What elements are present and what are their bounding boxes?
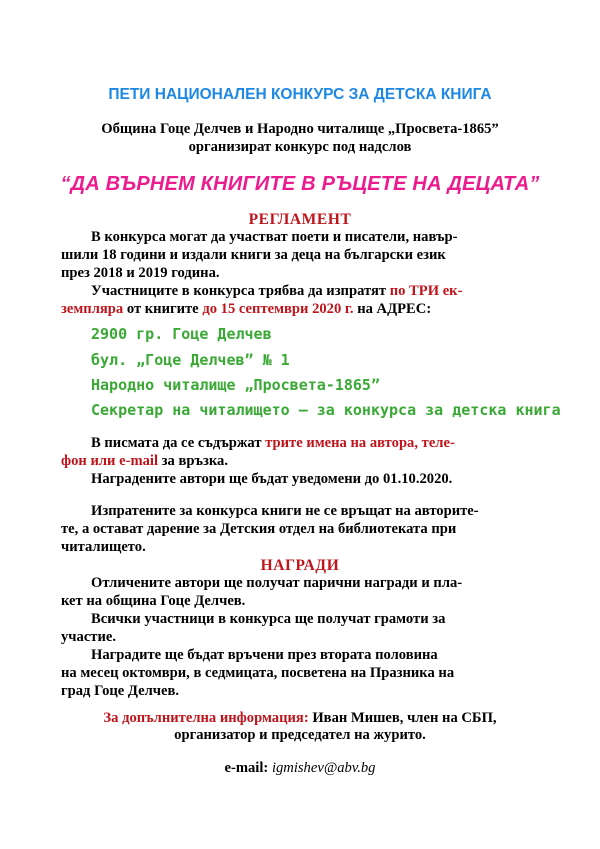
contact-label: За допълнителна информация: [103, 710, 309, 726]
contact-email-line [0, 760, 600, 777]
page-title: ПЕТИ НАЦИОНАЛЕН КОНКУРС ЗА ДЕТСКА КНИГА [108, 86, 492, 103]
regulations-p5-line: читалището. [61, 539, 146, 555]
contact-person: Иван Мишев, член на СБП, [308, 710, 497, 726]
address-line: бул. „Гоце Делчев” № 1 [91, 351, 290, 369]
awards-heading: НАГРАДИ [260, 557, 340, 574]
awards-p3-line: град Гоце Делчев. [61, 683, 180, 699]
awards-p2-line: Всички участници в конкурса ще получат грамоти за [91, 611, 446, 627]
address-line: Секретар на читалището – за конкурса за детска книга [91, 401, 561, 419]
regulations-p5-line: те, а остават дарение за Детския отдел на библиотеката при [61, 521, 457, 537]
awards-p1-line: кет на община Гоце Делчев. [61, 593, 246, 609]
regulations-p2-text: Участниците в конкурса трябва да изпратят [91, 283, 390, 299]
email-address[interactable]: igmishev@abv.bg [271, 760, 376, 776]
regulations-p3-text: В писмата да се съдържат [91, 435, 266, 451]
email-label: e-mail: [224, 760, 269, 776]
copies-highlight: по ТРИ ек- [389, 283, 463, 299]
contact-line-2: организатор и председател на журито. [174, 727, 426, 743]
regulations-p2-text: на АДРЕС: [353, 301, 432, 317]
regulations-p5-line: Изпратените за конкурса книги не се връщат на авторите- [91, 503, 479, 519]
regulations-p3-text: за връзка. [158, 453, 228, 469]
regulations-p3-line [91, 435, 455, 452]
regulations-p1-line: В конкурса могат да участват поети и писатели, навър- [91, 229, 458, 245]
awards-p2-line: участие. [61, 629, 117, 645]
awards-p3-line: Наградите ще бъдат връчени през втората половина [91, 647, 438, 663]
regulations-p4-line: Наградените автори ще бъдат уведомени до 01.10.2020. [91, 471, 453, 487]
regulations-p2-line [91, 283, 462, 300]
regulations-heading: РЕГЛАМЕНТ [248, 211, 352, 228]
address-line: 2900 гр. Гоце Делчев [91, 325, 272, 343]
regulations-p3-line [61, 453, 539, 470]
awards-p1-line: Отличените автори ще получат парични награди и пла- [91, 575, 463, 591]
deadline-highlight: до 15 септември 2020 г. [202, 301, 354, 317]
regulations-p1-line: шили 18 години и издали книги за деца на български език [61, 247, 446, 263]
organizers-line-1: Община Гоце Делчев и Народно читалище „Просвета-1865” [101, 121, 499, 137]
regulations-p1-line: през 2018 и 2019 година. [61, 265, 220, 281]
contact-line-1 [0, 710, 600, 727]
contact-fields-highlight: трите имена на автора, теле- [265, 435, 455, 451]
organizers-line-2: организират конкурс под надслов [188, 139, 412, 155]
address-line: Народно читалище „Просвета-1865” [91, 376, 380, 394]
regulations-p2-line [61, 301, 539, 318]
awards-p3-line: на месец октомври, в седмицата, посветена на Празника на [61, 665, 455, 681]
copies-highlight: земпляра [61, 301, 124, 317]
contact-fields-highlight: фон или e-mail [61, 453, 159, 469]
regulations-p2-text: от книгите [123, 301, 203, 317]
contest-slogan: “ДА ВЪРНЕМ КНИГИТЕ В РЪЦЕТЕ НА ДЕЦАТА” [60, 173, 540, 195]
